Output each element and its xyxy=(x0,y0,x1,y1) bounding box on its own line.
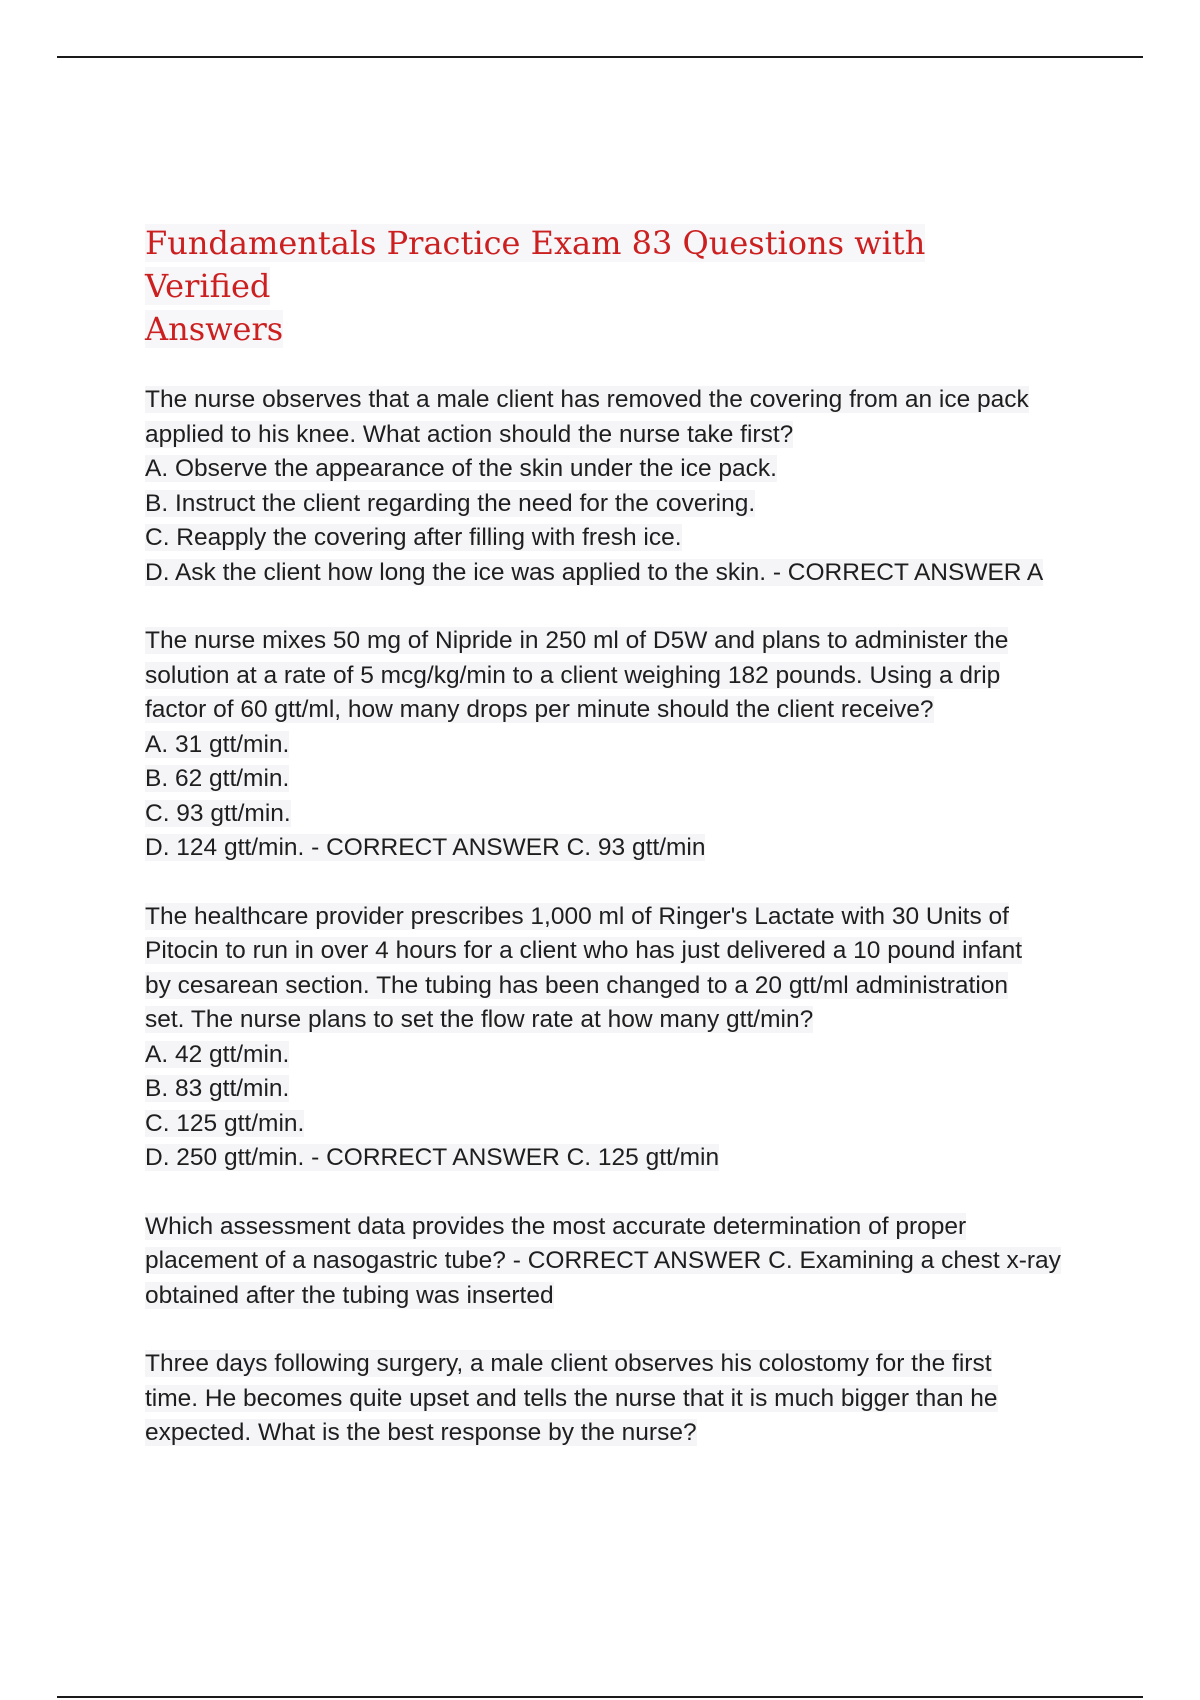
question-text: solution at a rate of 5 mcg/kg/min to a client weighing 182 pounds. Using a drip xyxy=(145,661,1001,689)
answer-option: D. Ask the client how long the ice was applied to the skin. - CORRECT ANSWER A xyxy=(145,558,1044,586)
question-text: Pitocin to run in over 4 hours for a client who has just delivered a 10 pound infant xyxy=(145,937,1023,964)
answer-option: B. Instruct the client regarding the need for the covering. xyxy=(145,489,756,517)
question-block xyxy=(145,624,1090,866)
answer-option: B. 62 gtt/min. xyxy=(145,765,290,792)
answer-option: D. 124 gtt/min. - CORRECT ANSWER C. 93 gtt/min xyxy=(145,834,706,861)
question-block xyxy=(145,383,1090,590)
question-block xyxy=(145,1210,1090,1314)
question-text: The healthcare provider prescribes 1,000 ml of Ringer's Lactate with 30 Units of xyxy=(145,902,1009,930)
question-text: time. He becomes quite upset and tells the nurse that it is much bigger than he xyxy=(145,1384,998,1412)
question-text: set. The nurse plans to set the flow rate at how many gtt/min? xyxy=(145,1006,814,1033)
title-line: Answers xyxy=(145,310,284,348)
question-text: by cesarean section. The tubing has been changed to a 20 gtt/ml administration xyxy=(145,971,1009,999)
question-text: placement of a nasogastric tube? - CORRECT ANSWER C. Examining a chest x-ray xyxy=(145,1247,1061,1274)
question-text: obtained after the tubing was inserted xyxy=(145,1281,554,1309)
answer-option: A. Observe the appearance of the skin under the ice pack. xyxy=(145,455,777,482)
question-block xyxy=(145,1347,1090,1451)
question-text: factor of 60 gtt/ml, how many drops per minute should the client receive? xyxy=(145,696,934,723)
question-text: The nurse observes that a male client has removed the covering from an ice pack xyxy=(145,386,1029,413)
answer-option: C. 93 gtt/min. xyxy=(145,799,291,827)
question-text: applied to his knee. What action should the nurse take first? xyxy=(145,420,794,448)
title-line: Fundamentals Practice Exam 83 Questions with Verified xyxy=(145,224,926,305)
footer-rule xyxy=(57,1696,1143,1698)
answer-option: C. Reapply the covering after filling with fresh ice. xyxy=(145,524,682,551)
answer-option: C. 125 gtt/min. xyxy=(145,1109,305,1137)
question-text: Three days following surgery, a male client observes his colostomy for the first xyxy=(145,1350,992,1377)
header-rule xyxy=(57,56,1143,58)
answer-option: A. 31 gtt/min. xyxy=(145,730,290,758)
document-body xyxy=(145,222,1090,1485)
question-block xyxy=(145,900,1090,1176)
question-text: Which assessment data provides the most accurate determination of proper xyxy=(145,1212,967,1240)
question-text: The nurse mixes 50 mg of Nipride in 250 ml of D5W and plans to administer the xyxy=(145,627,1009,654)
answer-option: B. 83 gtt/min. xyxy=(145,1075,290,1102)
document-title xyxy=(145,222,1045,351)
answer-option: D. 250 gtt/min. - CORRECT ANSWER C. 125 gtt/min xyxy=(145,1144,720,1171)
answer-option: A. 42 gtt/min. xyxy=(145,1040,290,1068)
question-text: expected. What is the best response by the nurse? xyxy=(145,1419,697,1446)
